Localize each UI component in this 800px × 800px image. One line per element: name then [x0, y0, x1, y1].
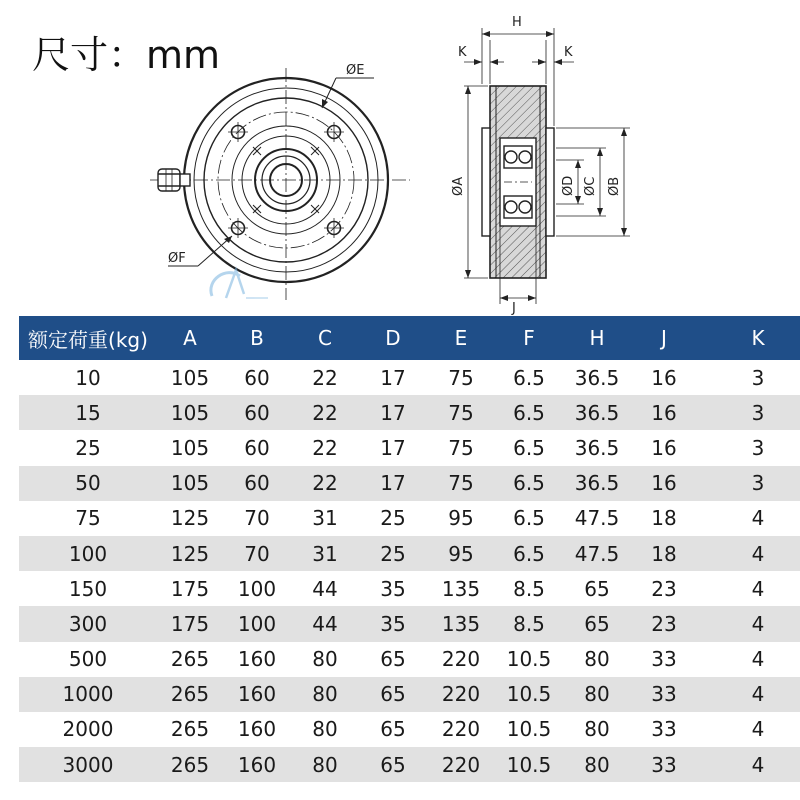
table-cell: 265 [157, 712, 223, 747]
table-cell: 22 [291, 395, 359, 430]
table-cell: 65 [359, 747, 427, 782]
table-cell: 65 [359, 677, 427, 712]
table-row [19, 712, 800, 747]
table-cell: 220 [427, 642, 495, 677]
table-cell: 65 [563, 571, 631, 606]
table-cell: 36.5 [563, 360, 631, 395]
column-header: F [495, 316, 563, 360]
table-cell: 23 [631, 571, 697, 606]
table-cell: 36.5 [563, 395, 631, 430]
table-cell: 3 [697, 466, 800, 501]
table-row [19, 360, 800, 395]
table-cell: 95 [427, 501, 495, 536]
table-cell: 175 [157, 571, 223, 606]
column-header: 额定荷重(kg) [19, 316, 157, 360]
table-cell: 35 [359, 606, 427, 641]
table-cell: 220 [427, 712, 495, 747]
watermark-logo [211, 270, 268, 298]
table-cell: 10.5 [495, 642, 563, 677]
table-cell: 18 [631, 536, 697, 571]
table-cell: 160 [223, 747, 291, 782]
table-cell: 8.5 [495, 571, 563, 606]
table-cell: 4 [697, 712, 800, 747]
table-cell: 65 [359, 642, 427, 677]
label-j: J [512, 301, 516, 316]
table-cell: 60 [223, 395, 291, 430]
table-cell: 80 [563, 677, 631, 712]
table-cell: 220 [427, 747, 495, 782]
table-cell: 1000 [19, 677, 157, 712]
table-cell: 6.5 [495, 466, 563, 501]
table-cell: 75 [427, 466, 495, 501]
table-cell: 65 [563, 606, 631, 641]
table-cell: 33 [631, 712, 697, 747]
table-cell: 47.5 [563, 501, 631, 536]
label-f: ØF [168, 251, 186, 266]
table-cell: 3 [697, 395, 800, 430]
table-cell: 160 [223, 677, 291, 712]
label-a: ØA [451, 176, 466, 196]
table-cell: 16 [631, 466, 697, 501]
table-row [19, 677, 800, 712]
technical-drawing [0, 0, 800, 316]
table-cell: 36.5 [563, 466, 631, 501]
table-row [19, 466, 800, 501]
table-row [19, 642, 800, 677]
unit-title: 尺寸：mm [32, 33, 221, 77]
table-cell: 16 [631, 430, 697, 465]
table-cell: 22 [291, 360, 359, 395]
table-cell: 17 [359, 395, 427, 430]
table-cell: 16 [631, 395, 697, 430]
table-cell: 80 [291, 712, 359, 747]
table-cell: 2000 [19, 712, 157, 747]
table-cell: 135 [427, 571, 495, 606]
column-header: K [697, 316, 800, 360]
table-cell: 75 [427, 395, 495, 430]
table-cell: 80 [291, 747, 359, 782]
table-cell: 31 [291, 501, 359, 536]
table-cell: 50 [19, 466, 157, 501]
table-cell: 47.5 [563, 536, 631, 571]
table-cell: 105 [157, 430, 223, 465]
table-cell: 160 [223, 642, 291, 677]
table-cell: 4 [697, 501, 800, 536]
table-cell: 95 [427, 536, 495, 571]
table-cell: 4 [697, 747, 800, 782]
label-d: ØD [561, 175, 576, 196]
table-cell: 8.5 [495, 606, 563, 641]
column-header: C [291, 316, 359, 360]
label-k-right: K [564, 45, 573, 60]
table-cell: 75 [427, 430, 495, 465]
table-row [19, 606, 800, 641]
table-cell: 125 [157, 501, 223, 536]
table-cell: 16 [631, 360, 697, 395]
column-header: A [157, 316, 223, 360]
table-cell: 150 [19, 571, 157, 606]
table-cell: 60 [223, 430, 291, 465]
column-header: D [359, 316, 427, 360]
label-c: ØC [583, 176, 598, 196]
table-cell: 220 [427, 677, 495, 712]
table-cell: 4 [697, 536, 800, 571]
table-cell: 75 [19, 501, 157, 536]
table-cell: 22 [291, 466, 359, 501]
table-cell: 100 [223, 606, 291, 641]
table-cell: 10.5 [495, 677, 563, 712]
table-cell: 80 [291, 677, 359, 712]
table-row [19, 536, 800, 571]
table-cell: 4 [697, 606, 800, 641]
table-cell: 10.5 [495, 712, 563, 747]
table-header-row [19, 316, 800, 360]
table-cell: 75 [427, 360, 495, 395]
table-cell: 6.5 [495, 501, 563, 536]
column-header: B [223, 316, 291, 360]
table-cell: 4 [697, 642, 800, 677]
table-cell: 175 [157, 606, 223, 641]
table-cell: 105 [157, 395, 223, 430]
table-cell: 4 [697, 571, 800, 606]
table-cell: 135 [427, 606, 495, 641]
table-cell: 4 [697, 677, 800, 712]
table-cell: 265 [157, 747, 223, 782]
label-b: ØB [607, 176, 622, 196]
table-row [19, 430, 800, 465]
table-cell: 105 [157, 360, 223, 395]
table-cell: 265 [157, 642, 223, 677]
table-cell: 6.5 [495, 430, 563, 465]
label-h: H [512, 15, 522, 30]
table-cell: 105 [157, 466, 223, 501]
table-cell: 22 [291, 430, 359, 465]
table-cell: 60 [223, 466, 291, 501]
table-cell: 70 [223, 501, 291, 536]
table-cell: 80 [563, 712, 631, 747]
table-body [19, 360, 800, 782]
table-row [19, 571, 800, 606]
table-cell: 265 [157, 677, 223, 712]
table-cell: 60 [223, 360, 291, 395]
column-header: E [427, 316, 495, 360]
table-cell: 80 [291, 642, 359, 677]
table-cell: 17 [359, 466, 427, 501]
table-cell: 44 [291, 606, 359, 641]
table-cell: 100 [223, 571, 291, 606]
table-cell: 15 [19, 395, 157, 430]
table-cell: 300 [19, 606, 157, 641]
table-cell: 25 [359, 501, 427, 536]
front-view [150, 68, 410, 300]
table-cell: 3 [697, 430, 800, 465]
label-k-left: K [458, 45, 467, 60]
table-cell: 6.5 [495, 395, 563, 430]
table-cell: 33 [631, 747, 697, 782]
side-view [464, 28, 630, 304]
table-cell: 10.5 [495, 747, 563, 782]
table-cell: 25 [19, 430, 157, 465]
table-cell: 6.5 [495, 536, 563, 571]
table-row [19, 395, 800, 430]
table-cell: 125 [157, 536, 223, 571]
table-cell: 25 [359, 536, 427, 571]
table-cell: 70 [223, 536, 291, 571]
table-row [19, 747, 800, 782]
table-cell: 33 [631, 677, 697, 712]
table-cell: 17 [359, 430, 427, 465]
table-cell: 3 [697, 360, 800, 395]
table-cell: 80 [563, 747, 631, 782]
table-cell: 6.5 [495, 360, 563, 395]
table-cell: 23 [631, 606, 697, 641]
table-cell: 18 [631, 501, 697, 536]
table-row [19, 501, 800, 536]
column-header: H [563, 316, 631, 360]
table-cell: 3000 [19, 747, 157, 782]
table-cell: 10 [19, 360, 157, 395]
table-cell: 17 [359, 360, 427, 395]
table-cell: 36.5 [563, 430, 631, 465]
table-cell: 31 [291, 536, 359, 571]
label-e: ØE [346, 63, 365, 78]
table-cell: 80 [563, 642, 631, 677]
table-cell: 65 [359, 712, 427, 747]
table-cell: 33 [631, 642, 697, 677]
spec-table [19, 316, 800, 782]
table-cell: 35 [359, 571, 427, 606]
table-cell: 160 [223, 712, 291, 747]
table-cell: 500 [19, 642, 157, 677]
table-cell: 44 [291, 571, 359, 606]
table-cell: 100 [19, 536, 157, 571]
column-header: J [631, 316, 697, 360]
